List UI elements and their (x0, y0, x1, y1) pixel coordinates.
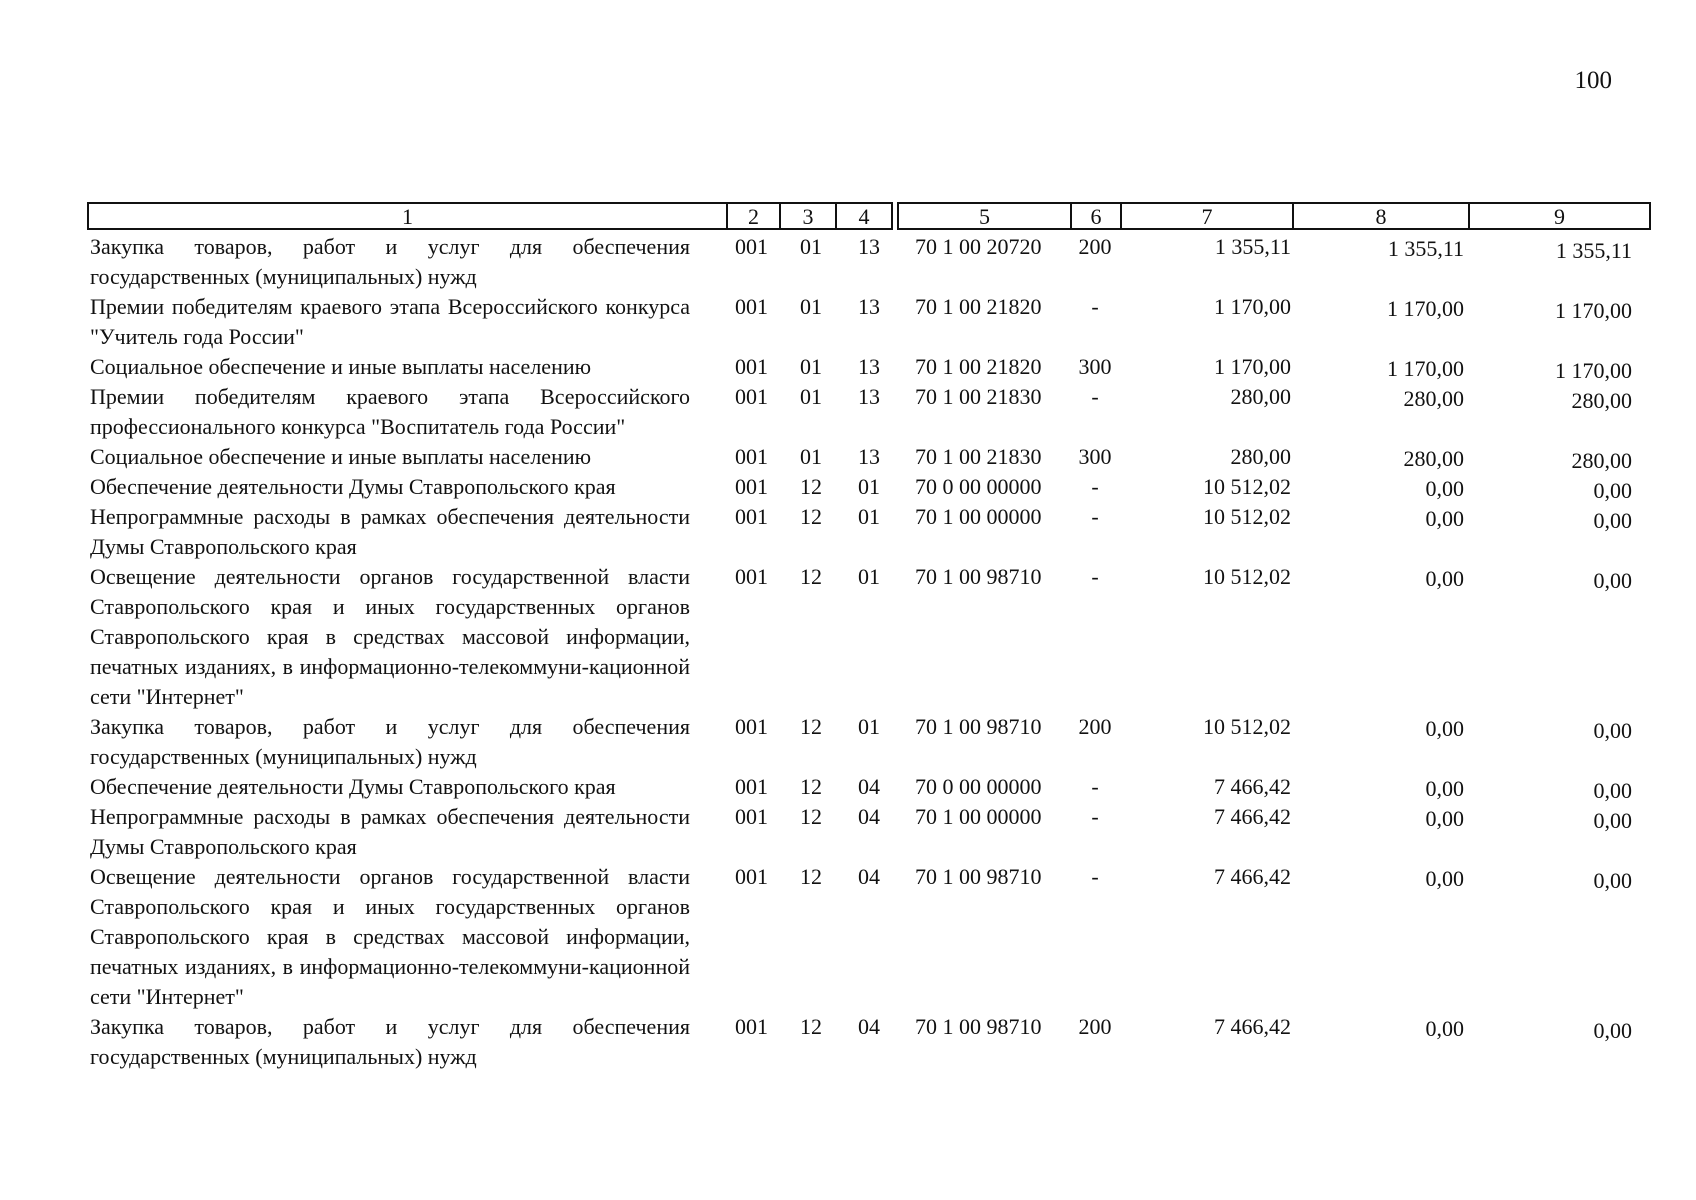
row-subsection-code: 01 (858, 714, 880, 739)
row-subsection-code: 04 (858, 1014, 880, 1039)
row-subsection-code: 01 (858, 564, 880, 589)
row-ministry-code: 001 (735, 1014, 768, 1039)
table-row (0, 352, 1696, 382)
row-amount-col-9: 1 170,00 (1555, 358, 1632, 383)
row-amount-col-8: 0,00 (1425, 806, 1464, 831)
row-amount-col-9: 0,00 (1593, 508, 1632, 533)
row-expense-type: 200 (1078, 234, 1112, 259)
row-amount-col-9: 280,00 (1571, 388, 1632, 413)
row-amount-col-7: 1 355,11 (1214, 234, 1291, 259)
row-section-code: 12 (800, 564, 822, 589)
row-ministry-code: 001 (735, 474, 768, 499)
row-expense-type: - (1091, 474, 1099, 499)
row-expense-type: - (1091, 564, 1099, 589)
row-target-article: 70 1 00 20720 (915, 234, 1042, 259)
row-target-article: 70 0 00 00000 (915, 474, 1042, 499)
row-amount-col-9: 0,00 (1593, 718, 1632, 743)
row-amount-col-9: 1 170,00 (1555, 298, 1632, 323)
row-description: Обеспечение деятельности Думы Ставропольского края (90, 774, 616, 799)
row-amount-col-9: 0,00 (1593, 478, 1632, 503)
row-target-article: 70 1 00 00000 (915, 504, 1042, 529)
row-description: Социальное обеспечение и иные выплаты населению (90, 354, 592, 379)
row-expense-type: 300 (1078, 354, 1112, 379)
row-amount-col-8: 0,00 (1425, 506, 1464, 531)
row-expense-type: - (1091, 504, 1099, 529)
row-target-article: 70 1 00 98710 (915, 864, 1042, 889)
row-ministry-code: 001 (735, 714, 768, 739)
row-expense-type: - (1091, 864, 1099, 889)
row-expense-type: - (1091, 774, 1099, 799)
table-header (87, 202, 1672, 232)
row-target-article: 70 1 00 98710 (915, 564, 1042, 589)
row-target-article: 70 1 00 21820 (915, 354, 1042, 379)
table-row (0, 772, 1696, 802)
row-subsection-code: 01 (858, 474, 880, 499)
row-ministry-code: 001 (735, 504, 768, 529)
row-amount-col-7: 10 512,02 (1203, 564, 1291, 589)
header-col-7: 7 (1120, 202, 1294, 230)
table-row (0, 1012, 1696, 1072)
row-amount-col-8: 280,00 (1403, 446, 1464, 471)
header-col-9: 9 (1468, 202, 1651, 230)
row-description: Закупка товаров, работ и услуг для обеспечения государственных (муниципальных) нужд (90, 714, 690, 769)
row-subsection-code: 13 (858, 354, 880, 379)
header-col-8: 8 (1292, 202, 1470, 230)
row-subsection-code: 13 (858, 294, 880, 319)
row-section-code: 12 (800, 474, 822, 499)
row-ministry-code: 001 (735, 294, 768, 319)
row-description: Освещение деятельности органов государственной власти Ставропольского края и иных государственных органов Ставропольского края в средствах массовой информации, печатных изданиях, в информационно-телекоммуни-кационной сети "Интернет" (90, 564, 690, 709)
row-subsection-code: 01 (858, 504, 880, 529)
row-amount-col-7: 7 466,42 (1214, 1014, 1291, 1039)
row-expense-type: 300 (1078, 444, 1112, 469)
row-amount-col-7: 7 466,42 (1214, 864, 1291, 889)
row-amount-col-8: 0,00 (1425, 866, 1464, 891)
row-amount-col-8: 1 355,11 (1387, 236, 1464, 261)
row-ministry-code: 001 (735, 444, 768, 469)
row-subsection-code: 13 (858, 384, 880, 409)
row-amount-col-9: 0,00 (1593, 808, 1632, 833)
row-subsection-code: 04 (858, 774, 880, 799)
table-row (0, 712, 1696, 772)
header-col-5: 5 (897, 202, 1072, 230)
row-section-code: 12 (800, 714, 822, 739)
row-ministry-code: 001 (735, 354, 768, 379)
row-section-code: 01 (800, 354, 822, 379)
table-row (0, 232, 1696, 292)
row-amount-col-7: 7 466,42 (1214, 774, 1291, 799)
row-section-code: 01 (800, 294, 822, 319)
header-col-3: 3 (779, 202, 837, 230)
row-description: Закупка товаров, работ и услуг для обеспечения государственных (муниципальных) нужд (90, 1014, 690, 1069)
row-expense-type: 200 (1078, 1014, 1112, 1039)
row-section-code: 12 (800, 774, 822, 799)
row-expense-type: - (1091, 384, 1099, 409)
row-amount-col-8: 0,00 (1425, 716, 1464, 741)
row-subsection-code: 04 (858, 864, 880, 889)
row-amount-col-7: 7 466,42 (1214, 804, 1291, 829)
row-amount-col-9: 280,00 (1571, 448, 1632, 473)
row-target-article: 70 0 00 00000 (915, 774, 1042, 799)
table-row (0, 502, 1696, 562)
row-section-code: 12 (800, 1014, 822, 1039)
row-ministry-code: 001 (735, 234, 768, 259)
row-amount-col-7: 10 512,02 (1203, 504, 1291, 529)
row-description: Социальное обеспечение и иные выплаты населению (90, 444, 592, 469)
row-ministry-code: 001 (735, 564, 768, 589)
page-number: 100 (1574, 67, 1612, 94)
row-amount-col-8: 0,00 (1425, 776, 1464, 801)
row-ministry-code: 001 (735, 384, 768, 409)
row-description: Обеспечение деятельности Думы Ставропольского края (90, 474, 616, 499)
table-row (0, 802, 1696, 862)
row-section-code: 12 (800, 864, 822, 889)
row-subsection-code: 04 (858, 804, 880, 829)
row-description: Непрограммные расходы в рамках обеспечения деятельности Думы Ставропольского края (90, 504, 690, 559)
row-ministry-code: 001 (735, 774, 768, 799)
row-ministry-code: 001 (735, 864, 768, 889)
row-target-article: 70 1 00 98710 (915, 714, 1042, 739)
row-section-code: 01 (800, 234, 822, 259)
row-section-code: 12 (800, 804, 822, 829)
table-row (0, 562, 1696, 712)
row-target-article: 70 1 00 21820 (915, 294, 1042, 319)
row-amount-col-8: 0,00 (1425, 566, 1464, 591)
table-row (0, 382, 1696, 442)
row-amount-col-9: 0,00 (1593, 1018, 1632, 1043)
row-amount-col-8: 0,00 (1425, 476, 1464, 501)
row-target-article: 70 1 00 98710 (915, 1014, 1042, 1039)
row-expense-type: 200 (1078, 714, 1112, 739)
row-target-article: 70 1 00 21830 (915, 384, 1042, 409)
row-target-article: 70 1 00 00000 (915, 804, 1042, 829)
header-col-2: 2 (726, 202, 781, 230)
row-description: Премии победителям краевого этапа Всероссийского конкурса "Учитель года России" (90, 294, 690, 349)
row-subsection-code: 13 (858, 234, 880, 259)
row-amount-col-8: 1 170,00 (1387, 356, 1464, 381)
row-expense-type: - (1091, 804, 1099, 829)
table-row (0, 292, 1696, 352)
row-amount-col-7: 1 170,00 (1214, 294, 1291, 319)
row-target-article: 70 1 00 21830 (915, 444, 1042, 469)
header-col-1: 1 (87, 202, 728, 230)
row-amount-col-9: 0,00 (1593, 868, 1632, 893)
row-expense-type: - (1091, 294, 1099, 319)
row-amount-col-8: 0,00 (1425, 1016, 1464, 1041)
table-body (0, 232, 1696, 1072)
row-description: Закупка товаров, работ и услуг для обеспечения государственных (муниципальных) нужд (90, 234, 690, 289)
row-description: Непрограммные расходы в рамках обеспечения деятельности Думы Ставропольского края (90, 804, 690, 859)
row-section-code: 01 (800, 384, 822, 409)
row-amount-col-7: 10 512,02 (1203, 714, 1291, 739)
row-amount-col-7: 10 512,02 (1203, 474, 1291, 499)
row-amount-col-9: 1 355,11 (1555, 238, 1632, 263)
table-row (0, 442, 1696, 472)
row-amount-col-8: 1 170,00 (1387, 296, 1464, 321)
row-description: Освещение деятельности органов государственной власти Ставропольского края и иных государственных органов Ставропольского края в средствах массовой информации, печатных изданиях, в информационно-телекоммуни-кационной сети "Интернет" (90, 864, 690, 1009)
row-description: Премии победителям краевого этапа Всероссийского профессионального конкурса "Воспитатель года России" (90, 384, 690, 439)
table-row (0, 472, 1696, 502)
row-amount-col-9: 0,00 (1593, 568, 1632, 593)
row-section-code: 12 (800, 504, 822, 529)
header-col-4: 4 (835, 202, 893, 230)
row-amount-col-9: 0,00 (1593, 778, 1632, 803)
row-amount-col-7: 1 170,00 (1214, 354, 1291, 379)
row-amount-col-7: 280,00 (1230, 384, 1291, 409)
header-col-6: 6 (1070, 202, 1122, 230)
row-ministry-code: 001 (735, 804, 768, 829)
row-subsection-code: 13 (858, 444, 880, 469)
row-amount-col-7: 280,00 (1230, 444, 1291, 469)
row-section-code: 01 (800, 444, 822, 469)
row-amount-col-8: 280,00 (1403, 386, 1464, 411)
table-row (0, 862, 1696, 1012)
